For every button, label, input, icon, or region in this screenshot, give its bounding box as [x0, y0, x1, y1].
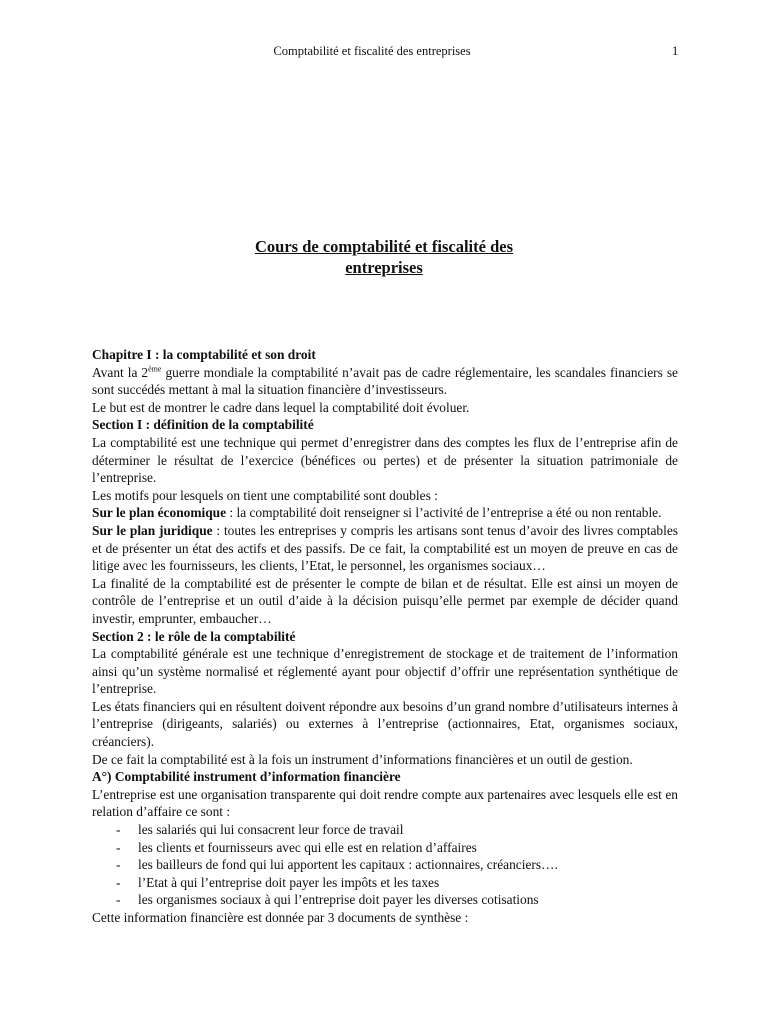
- document-title-line1: Cours de comptabilité et fiscalité des: [255, 237, 513, 256]
- header-title: Comptabilité et fiscalité des entreprises: [273, 44, 471, 58]
- list-item: - les salariés qui lui consacrent leur force de travail: [92, 821, 678, 839]
- list-item: - les bailleurs de fond qui lui apportent les capitaux : actionnaires, créanciers….: [92, 856, 678, 874]
- page-number: 1: [672, 44, 679, 58]
- text-run: : la comptabilité doit renseigner si l’activité de l’entreprise a été ou non rentable.: [226, 505, 662, 521]
- section-heading: Section I : définition de la comptabilité: [92, 417, 314, 433]
- subsection-heading: A°) Comptabilité instrument d’information financière: [92, 769, 401, 785]
- chapter-paragraph: [92, 364, 678, 399]
- section-paragraph: [92, 504, 678, 522]
- partners-list: [92, 821, 678, 909]
- list-item: - les clients et fournisseurs avec qui elle est en relation d’affaires: [92, 839, 678, 857]
- document-body: [92, 346, 678, 927]
- section-paragraph: De ce fait la comptabilité est à la fois un instrument d’informations financières et un outil de gestion.: [92, 751, 633, 767]
- subsection-paragraph: Cette information financière est donnée par 3 documents de synthèse :: [92, 910, 469, 925]
- section-paragraph: [92, 522, 678, 575]
- section-paragraph: Les motifs pour lesquels on tient une comptabilité sont doubles :: [92, 487, 438, 503]
- subsection-paragraph: L’entreprise est une organisation transparente qui doit rendre compte aux partenaires avec lesquels elle est en relation d’affaire ce sont :: [92, 786, 678, 820]
- section-paragraph: Les états financiers qui en résultent doivent répondre aux besoins d’un grand nombre d’utilisateurs internes à l’entreprise (dirigeants, salariés) ou externes à l’entreprise (actionnaires, Etat, organismes sociaux, créanciers).: [92, 698, 678, 750]
- chapter-heading: Chapitre I : la comptabilité et son droit: [92, 347, 316, 362]
- document-title: [0, 236, 768, 278]
- text-run: Avant la 2: [92, 364, 149, 380]
- section-paragraph: La comptabilité est une technique qui permet d’enregistrer dans des comptes les flux de l’entreprise afin de déterminer le résultat de l’exercice (bénéfices ou pertes) et de présenter la situation patrimoniale de l’entreprise.: [92, 434, 678, 486]
- section-heading: Section 2 : le rôle de la comptabilité: [92, 628, 296, 644]
- section-paragraph: La finalité de la comptabilité est de présenter le compte de bilan et de résultat. Elle est ainsi un moyen de contrôle de l’entreprise et un outil d’aide à la décision puisqu’elle permet par exemple de décider quand investir, emprunter, embaucher…: [92, 575, 678, 626]
- section-paragraph: La comptabilité générale est une technique d’enregistrement de stockage et de traitement de l’information ainsi qu’un système normalisé et réglementé ayant pour objectif d’offrir une représentation synthétique de l’entreprise.: [92, 646, 678, 697]
- text-run: guerre mondiale la comptabilité n’avait pas de cadre réglementaire, les scandales financiers se sont succédés mettant à mal la situation financière d’investisseurs.: [92, 364, 678, 398]
- bold-term: Sur le plan économique: [92, 505, 227, 521]
- bold-term: Sur le plan juridique: [92, 522, 213, 538]
- text-run: : toutes les entreprises y compris les artisans sont tenus d’avoir des livres comptables et de présenter un état des actifs et des passifs. De ce fait, la comptabilité est un moyen de preuve en cas de litige avec les fournisseurs, les clients, l’Etat, le personnel, les organismes sociaux…: [92, 522, 678, 574]
- chapter-paragraph: Le but est de montrer le cadre dans lequel la comptabilité doit évoluer.: [92, 399, 470, 415]
- superscript: ème: [148, 364, 162, 374]
- document-title-line2: entreprises: [345, 258, 423, 277]
- list-item: - les organismes sociaux à qui l’entreprise doit payer les diverses cotisations: [92, 891, 678, 909]
- list-item: - l’Etat à qui l’entreprise doit payer les impôts et les taxes: [92, 874, 678, 892]
